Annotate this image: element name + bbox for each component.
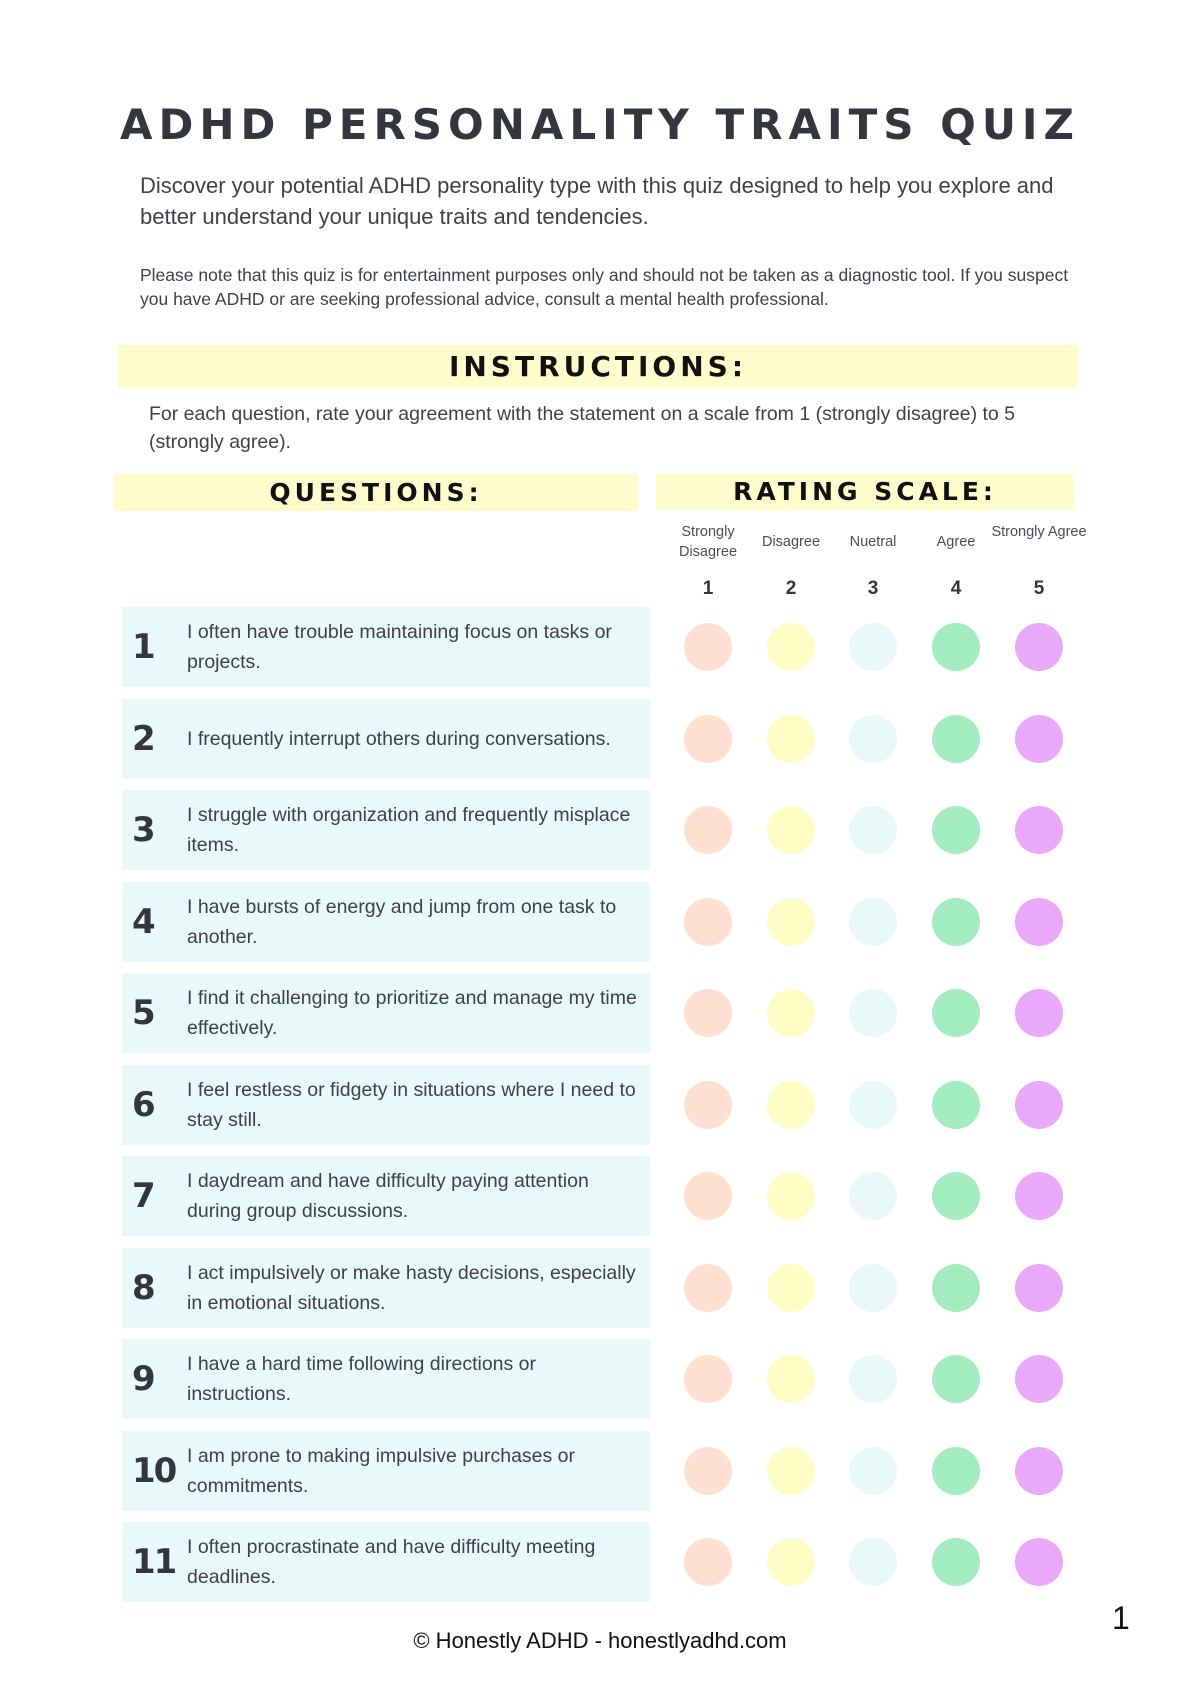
instructions-text: For each question, rate your agreement with the statement on a scale from 1 (strongly disagree) to 5 (strongly agree). xyxy=(149,403,1016,453)
rating-circle-5[interactable] xyxy=(1015,1264,1063,1312)
rating-circle-1[interactable] xyxy=(684,1355,732,1403)
rating-circle-1[interactable] xyxy=(684,1081,732,1129)
rating-circle-5[interactable] xyxy=(1015,1172,1063,1220)
scale-label-2: Disagree xyxy=(761,534,821,550)
scale-label-1: Strongly Disagree xyxy=(678,524,738,560)
rating-circle-2[interactable] xyxy=(767,1538,815,1586)
rating-circle-5[interactable] xyxy=(1015,1355,1063,1403)
questions-heading: QUESTIONS: xyxy=(114,474,638,511)
question-text: I am prone to making impulsive purchases or commitments. xyxy=(187,1445,576,1497)
rating-circle-2[interactable] xyxy=(767,715,815,763)
rating-circle-5[interactable] xyxy=(1015,1538,1063,1586)
rating-circle-1[interactable] xyxy=(684,1172,732,1220)
rating-circle-2[interactable] xyxy=(767,623,815,671)
question-text: I find it challenging to prioritize and manage my time effectively. xyxy=(187,987,637,1039)
rating-options xyxy=(0,1264,1200,1312)
rating-options xyxy=(0,1355,1200,1403)
rating-circle-3[interactable] xyxy=(849,1447,897,1495)
question-number: 8 xyxy=(132,1268,154,1308)
rating-circle-1[interactable] xyxy=(684,1447,732,1495)
rating-circle-4[interactable] xyxy=(932,1081,980,1129)
rating-circle-3[interactable] xyxy=(849,898,897,946)
disclaimer-note: Please note that this quiz is for entertainment purposes only and should not be taken as a diagnostic tool. If you suspect you have ADHD or are seeking professional advice, consult a mental health professional. xyxy=(140,265,1069,309)
rating-circle-1[interactable] xyxy=(684,1264,732,1312)
question-number: 11 xyxy=(132,1542,176,1582)
rating-circle-2[interactable] xyxy=(767,1447,815,1495)
rating-circle-4[interactable] xyxy=(932,1172,980,1220)
rating-circle-5[interactable] xyxy=(1015,989,1063,1037)
rating-circle-3[interactable] xyxy=(849,1355,897,1403)
rating-circle-2[interactable] xyxy=(767,1355,815,1403)
question-number: 7 xyxy=(132,1176,154,1216)
rating-scale-heading: RATING SCALE: xyxy=(656,474,1074,510)
rating-circle-2[interactable] xyxy=(767,898,815,946)
rating-options xyxy=(0,989,1200,1037)
question-number: 5 xyxy=(132,993,154,1033)
question-text: I have a hard time following directions or instructions. xyxy=(187,1353,537,1405)
rating-circle-3[interactable] xyxy=(849,989,897,1037)
rating-circle-1[interactable] xyxy=(684,623,732,671)
question-text: I frequently interrupt others during conversations. xyxy=(187,728,611,750)
question-text: I have bursts of energy and jump from one task to another. xyxy=(187,896,617,948)
rating-circle-2[interactable] xyxy=(767,1081,815,1129)
page-number: 1 xyxy=(1112,1600,1130,1636)
rating-circle-4[interactable] xyxy=(932,1264,980,1312)
rating-circle-5[interactable] xyxy=(1015,898,1063,946)
rating-circle-5[interactable] xyxy=(1015,1447,1063,1495)
rating-circle-3[interactable] xyxy=(849,1081,897,1129)
rating-circle-1[interactable] xyxy=(684,898,732,946)
rating-circle-4[interactable] xyxy=(932,1538,980,1586)
scale-label-3: Nuetral xyxy=(849,534,897,550)
rating-circle-3[interactable] xyxy=(849,806,897,854)
question-number: 3 xyxy=(132,810,154,850)
rating-circle-3[interactable] xyxy=(849,1172,897,1220)
rating-circle-2[interactable] xyxy=(767,989,815,1037)
rating-options xyxy=(0,715,1200,763)
question-number: 9 xyxy=(132,1359,154,1399)
rating-circle-5[interactable] xyxy=(1015,715,1063,763)
rating-options xyxy=(0,1538,1200,1586)
scale-number-2: 2 xyxy=(785,578,797,599)
question-text: I daydream and have difficulty paying attention during group discussions. xyxy=(187,1170,589,1222)
scale-label-4: Agree xyxy=(936,534,976,550)
question-number: 1 xyxy=(132,627,154,667)
question-number: 2 xyxy=(132,719,154,759)
rating-circle-4[interactable] xyxy=(932,1355,980,1403)
scale-numbers xyxy=(648,578,1088,602)
rating-circle-2[interactable] xyxy=(767,1264,815,1312)
rating-circle-4[interactable] xyxy=(932,1447,980,1495)
rating-options xyxy=(0,806,1200,854)
rating-circle-4[interactable] xyxy=(932,623,980,671)
rating-circle-3[interactable] xyxy=(849,715,897,763)
rating-options xyxy=(0,898,1200,946)
scale-number-5: 5 xyxy=(1033,578,1045,599)
question-text: I act impulsively or make hasty decisions, especially in emotional situations. xyxy=(187,1262,636,1314)
question-number: 6 xyxy=(132,1085,154,1125)
scale-labels xyxy=(648,522,1088,562)
rating-circle-5[interactable] xyxy=(1015,623,1063,671)
scale-number-4: 4 xyxy=(950,578,962,599)
rating-circle-3[interactable] xyxy=(849,1538,897,1586)
scale-number-1: 1 xyxy=(702,578,714,599)
rating-circle-3[interactable] xyxy=(849,623,897,671)
rating-options xyxy=(0,1081,1200,1129)
scale-label-5: Strongly Agree xyxy=(991,524,1087,540)
rating-circle-4[interactable] xyxy=(932,898,980,946)
rating-circle-4[interactable] xyxy=(932,989,980,1037)
intro-text: Discover your potential ADHD personality type with this quiz designed to help you explore and better understand your unique traits and tendencies. xyxy=(140,173,1054,229)
rating-options xyxy=(0,1172,1200,1220)
rating-circle-2[interactable] xyxy=(767,1172,815,1220)
rating-circle-5[interactable] xyxy=(1015,806,1063,854)
question-number: 4 xyxy=(132,902,154,942)
rating-circle-1[interactable] xyxy=(684,1538,732,1586)
rating-circle-4[interactable] xyxy=(932,715,980,763)
question-number: 10 xyxy=(132,1451,176,1491)
rating-circle-2[interactable] xyxy=(767,806,815,854)
rating-circle-1[interactable] xyxy=(684,806,732,854)
rating-options xyxy=(0,1447,1200,1495)
rating-circle-4[interactable] xyxy=(932,806,980,854)
scale-number-3: 3 xyxy=(867,578,879,599)
question-text: I often have trouble maintaining focus on tasks or projects. xyxy=(187,621,612,673)
question-text: I struggle with organization and frequently misplace items. xyxy=(187,804,631,856)
rating-circle-5[interactable] xyxy=(1015,1081,1063,1129)
page-title: ADHD PERSONALITY TRAITS QUIZ xyxy=(119,100,1081,149)
question-text: I often procrastinate and have difficulty meeting deadlines. xyxy=(187,1536,596,1588)
rating-circle-1[interactable] xyxy=(684,715,732,763)
rating-options xyxy=(0,623,1200,671)
instructions-heading: INSTRUCTIONS: xyxy=(118,345,1078,388)
question-text: I feel restless or fidgety in situations where I need to stay still. xyxy=(187,1079,636,1131)
rating-circle-1[interactable] xyxy=(684,989,732,1037)
footer-copyright: © Honestly ADHD - honestlyadhd.com xyxy=(413,1628,787,1653)
rating-circle-3[interactable] xyxy=(849,1264,897,1312)
